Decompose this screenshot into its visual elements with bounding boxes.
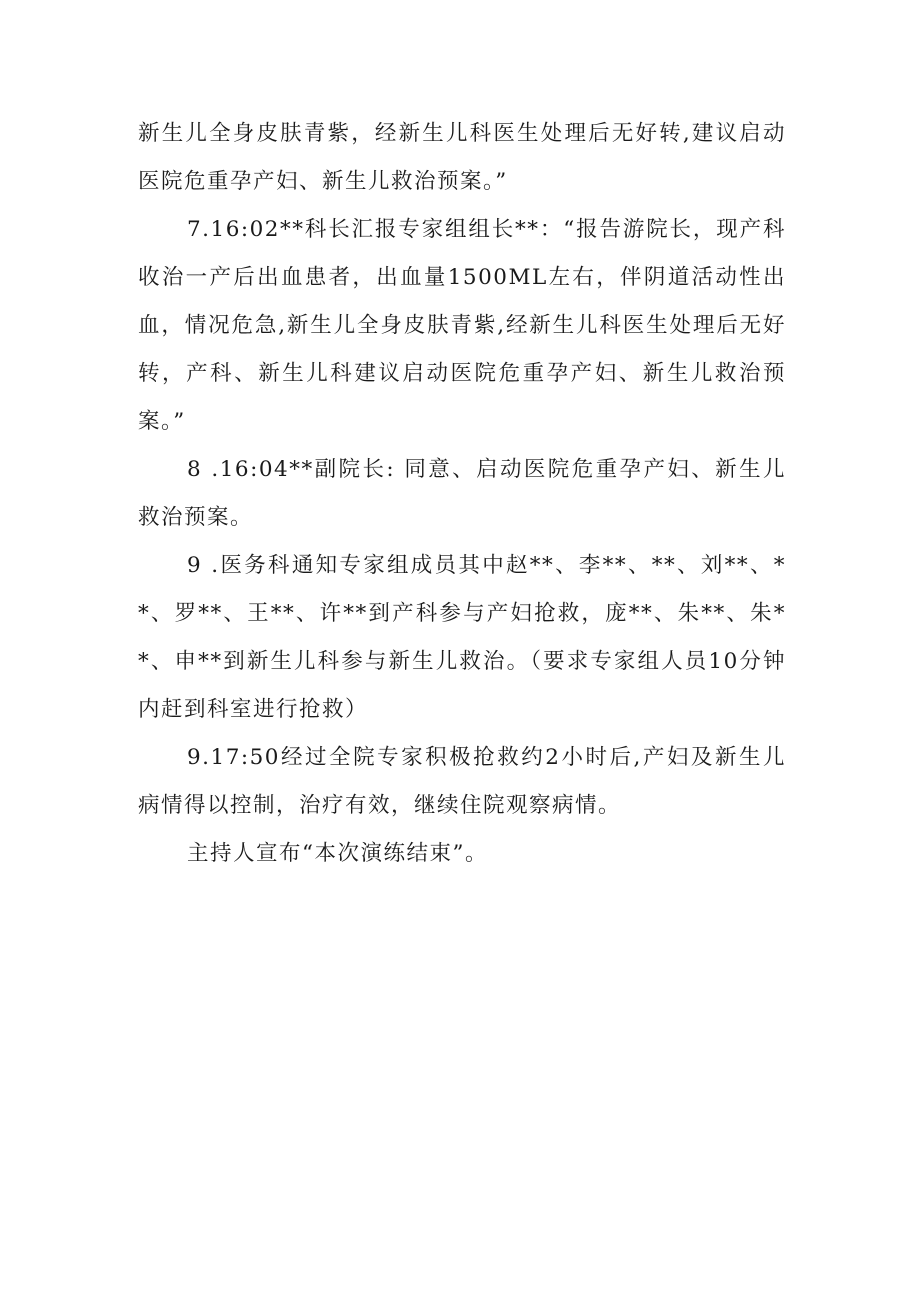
document-body [138, 110, 786, 878]
paragraph-step-7: 7.16:02**科长汇报专家组组长**：“报告游院长，现产科收治一产后出血患者，出血量1500ML左右，伴阴道活动性出血，情况危急,新生儿全身皮肤青紫,经新生儿科医生处理后无好转，产科、新生儿科建议启动医院危重孕产妇、新生儿救治预案。” [138, 217, 786, 434]
paragraph-continuation: 新生儿全身皮肤青紫，经新生儿科医生处理后无好转,建议启动医院危重孕产妇、新生儿救治预案。” [138, 121, 786, 194]
paragraph-closing: 主持人宣布“本次演练结束”。 [187, 841, 488, 866]
paragraph-step-9-notify: 9 .医务科通知专家组成员其中赵**、李**、**、刘**、**、罗**、王**、许**到产科参与产妇抢救，庞**、朱**、朱**、申**到新生儿科参与新生儿救治。（要求专家组人员10分钟内赶到科室进行抢救） [138, 553, 786, 722]
paragraph-step-9-result: 9.17:50经过全院专家积极抢救约2小时后,产妇及新生儿病情得以控制，治疗有效，继续住院观察病情。 [138, 745, 786, 818]
paragraph-step-8: 8 .16:04**副院长: 同意、启动医院危重孕产妇、新生儿救治预案。 [138, 457, 786, 530]
